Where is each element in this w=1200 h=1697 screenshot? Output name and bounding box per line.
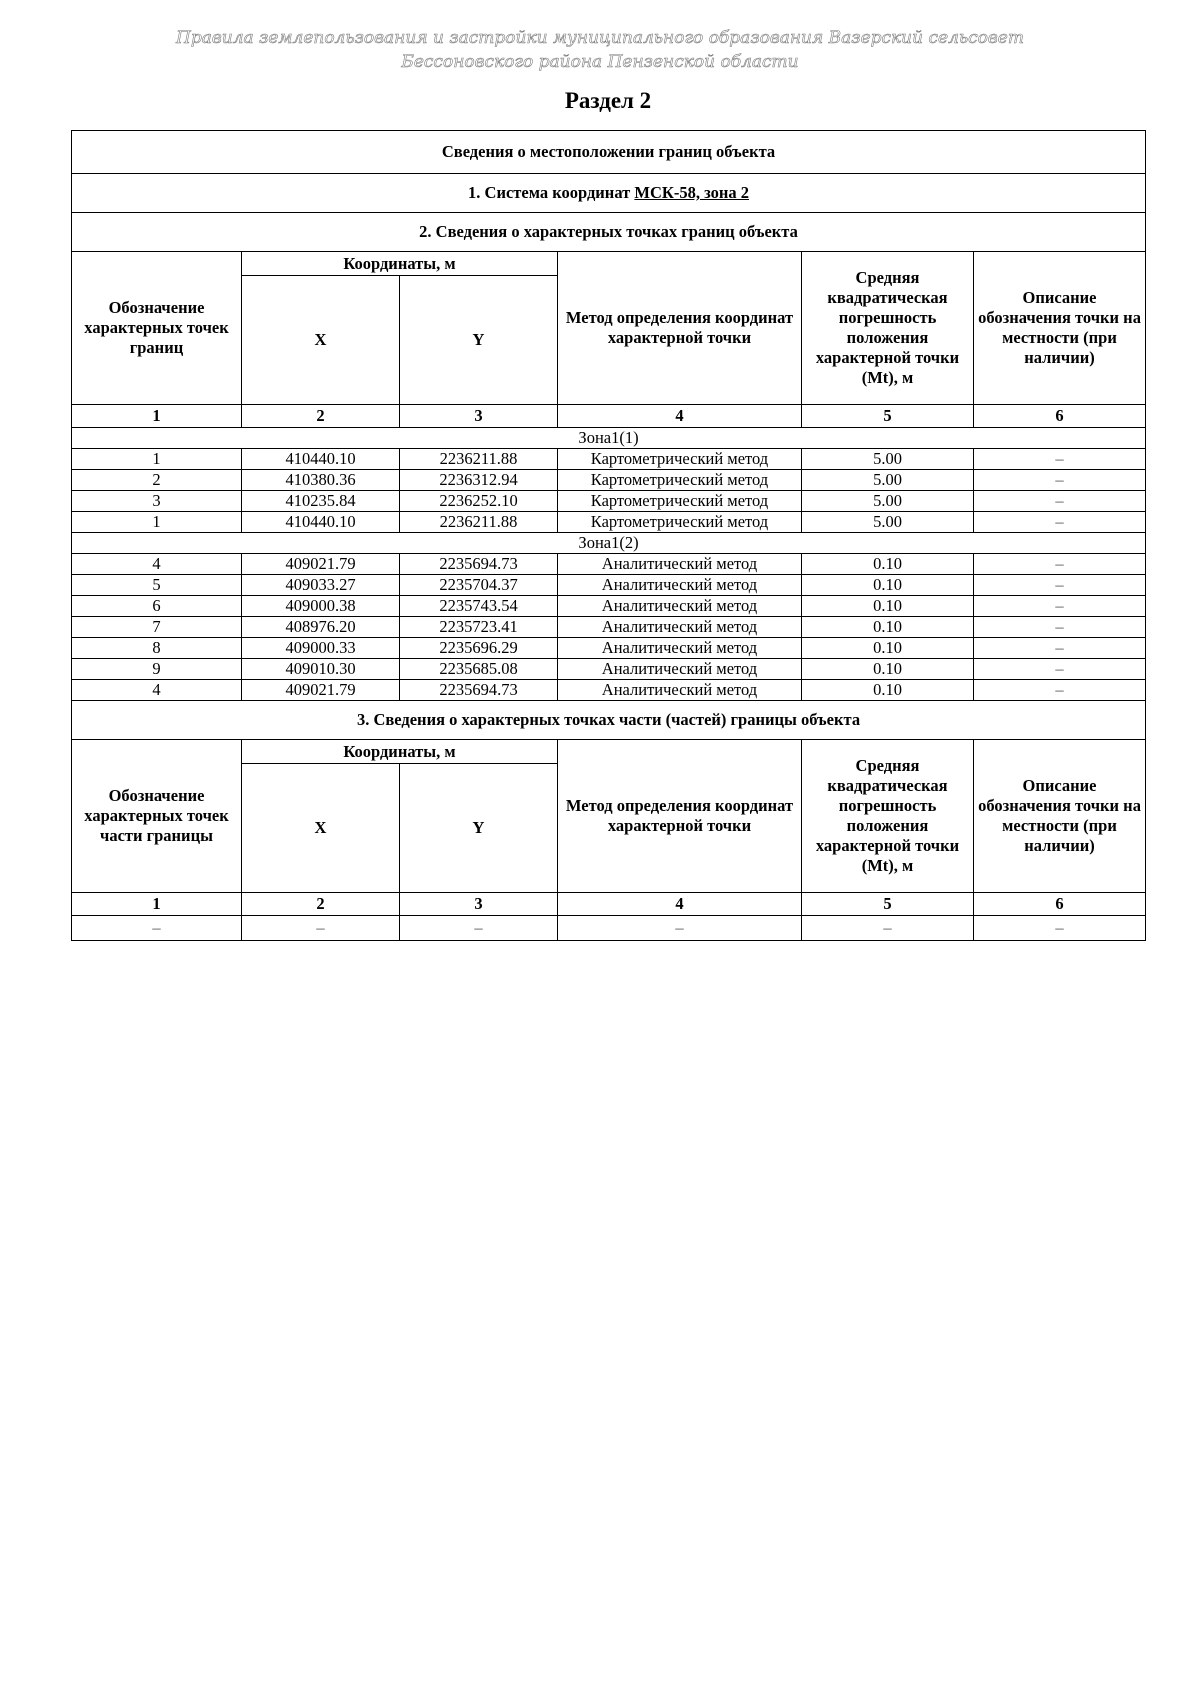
section-title: Раздел 2 bbox=[564, 88, 652, 113]
table-cell: – bbox=[974, 916, 1146, 941]
header-point-label-part: Обозначение характерных точек части границы bbox=[72, 740, 242, 893]
table-cell: 2235696.29 bbox=[400, 638, 558, 659]
table-cell: – bbox=[400, 916, 558, 941]
header-method: Метод определения координат характерной точки bbox=[558, 252, 802, 405]
table-cell: 2235694.73 bbox=[400, 680, 558, 701]
table-cell: Аналитический метод bbox=[558, 596, 802, 617]
running-header bbox=[0, 26, 1200, 74]
table-cell: 2236312.94 bbox=[400, 470, 558, 491]
header-x: X bbox=[242, 764, 400, 893]
table-row bbox=[72, 916, 1146, 941]
table-row bbox=[72, 512, 1146, 533]
table-cell: Картометрический метод bbox=[558, 491, 802, 512]
column-number: 6 bbox=[974, 405, 1146, 428]
table-cell: 0.10 bbox=[802, 617, 974, 638]
table-cell: 5 bbox=[72, 575, 242, 596]
table-cell: 409033.27 bbox=[242, 575, 400, 596]
column-number-row bbox=[72, 405, 1146, 428]
header-y: Y bbox=[400, 276, 558, 405]
table-cell: – bbox=[974, 596, 1146, 617]
table-title: Сведения о местоположении границ объекта bbox=[72, 131, 1146, 174]
table-cell: Аналитический метод bbox=[558, 554, 802, 575]
boundary-table bbox=[71, 130, 1146, 941]
table-cell: 0.10 bbox=[802, 680, 974, 701]
table-cell: 2235743.54 bbox=[400, 596, 558, 617]
table-row bbox=[72, 638, 1146, 659]
table-cell: 2236211.88 bbox=[400, 512, 558, 533]
table-cell: 5.00 bbox=[802, 470, 974, 491]
table-cell: 2 bbox=[72, 470, 242, 491]
table-cell: 9 bbox=[72, 659, 242, 680]
running-header-line-1: Правила землепользования и застройки муниципального образования Вазерский сельсовет bbox=[176, 28, 1024, 48]
table-cell: 409000.38 bbox=[242, 596, 400, 617]
table-cell: Картометрический метод bbox=[558, 449, 802, 470]
zone-label: Зона1(2) bbox=[72, 533, 1146, 554]
table-row bbox=[72, 575, 1146, 596]
table-row bbox=[72, 659, 1146, 680]
part3-title: 3. Сведения о характерных точках части (частей) границы объекта bbox=[72, 701, 1146, 740]
table-cell: 2235694.73 bbox=[400, 554, 558, 575]
table-cell: Аналитический метод bbox=[558, 680, 802, 701]
table-cell: 5.00 bbox=[802, 491, 974, 512]
table-cell: 410440.10 bbox=[242, 449, 400, 470]
table-cell: 0.10 bbox=[802, 575, 974, 596]
column-number: 1 bbox=[72, 893, 242, 916]
table-cell: 409021.79 bbox=[242, 680, 400, 701]
header-x: X bbox=[242, 276, 400, 405]
table-row bbox=[72, 617, 1146, 638]
table-cell: Аналитический метод bbox=[558, 659, 802, 680]
table-cell: 0.10 bbox=[802, 596, 974, 617]
header-error: Средняя квадратическая погрешность положения характерной точки (Mt), м bbox=[802, 740, 974, 893]
column-number: 4 bbox=[558, 893, 802, 916]
coord-system-prefix: 1. Система координат bbox=[468, 183, 635, 202]
column-number: 1 bbox=[72, 405, 242, 428]
table-cell: 2235723.41 bbox=[400, 617, 558, 638]
header-method: Метод определения координат характерной точки bbox=[558, 740, 802, 893]
table-cell: – bbox=[974, 638, 1146, 659]
table-cell: Аналитический метод bbox=[558, 575, 802, 596]
table-cell: 4 bbox=[72, 554, 242, 575]
table-cell: – bbox=[974, 470, 1146, 491]
table-cell: 0.10 bbox=[802, 659, 974, 680]
column-number: 2 bbox=[242, 893, 400, 916]
table-cell: 2235704.37 bbox=[400, 575, 558, 596]
table-row bbox=[72, 449, 1146, 470]
table-cell: 1 bbox=[72, 512, 242, 533]
table-cell: – bbox=[974, 554, 1146, 575]
table-cell: – bbox=[974, 659, 1146, 680]
column-number: 5 bbox=[802, 405, 974, 428]
table-cell: 410380.36 bbox=[242, 470, 400, 491]
column-number: 3 bbox=[400, 405, 558, 428]
column-number: 2 bbox=[242, 405, 400, 428]
header-description: Описание обозначения точки на местности (при наличии) bbox=[974, 252, 1146, 405]
column-number: 6 bbox=[974, 893, 1146, 916]
table-cell: 1 bbox=[72, 449, 242, 470]
header-error: Средняя квадратическая погрешность положения характерной точки (Mt), м bbox=[802, 252, 974, 405]
table-row bbox=[72, 470, 1146, 491]
table-cell: 8 bbox=[72, 638, 242, 659]
table-cell: 0.10 bbox=[802, 638, 974, 659]
table-cell: Аналитический метод bbox=[558, 617, 802, 638]
table-cell: 2235685.08 bbox=[400, 659, 558, 680]
zone-label: Зона1(1) bbox=[72, 428, 1146, 449]
table-row bbox=[72, 680, 1146, 701]
table-cell: – bbox=[558, 916, 802, 941]
table-cell: – bbox=[242, 916, 400, 941]
table-row bbox=[72, 491, 1146, 512]
table-cell: – bbox=[974, 512, 1146, 533]
table-cell: 5.00 bbox=[802, 449, 974, 470]
table-cell: 410235.84 bbox=[242, 491, 400, 512]
table-cell: – bbox=[974, 680, 1146, 701]
header-point-label: Обозначение характерных точек границ bbox=[72, 252, 242, 405]
table-cell: Картометрический метод bbox=[558, 512, 802, 533]
table-row bbox=[72, 554, 1146, 575]
table-cell: 2236211.88 bbox=[400, 449, 558, 470]
table-cell: 6 bbox=[72, 596, 242, 617]
table-cell: 409010.30 bbox=[242, 659, 400, 680]
header-description: Описание обозначения точки на местности (при наличии) bbox=[974, 740, 1146, 893]
column-number: 3 bbox=[400, 893, 558, 916]
table-cell: 409021.79 bbox=[242, 554, 400, 575]
column-number: 4 bbox=[558, 405, 802, 428]
coord-system-row bbox=[72, 174, 1146, 213]
table-cell: 410440.10 bbox=[242, 512, 400, 533]
table-cell: – bbox=[974, 449, 1146, 470]
column-number-row bbox=[72, 893, 1146, 916]
header-coords: Координаты, м bbox=[242, 740, 558, 764]
header-y: Y bbox=[400, 764, 558, 893]
table-cell: 5.00 bbox=[802, 512, 974, 533]
table-row bbox=[72, 596, 1146, 617]
table-cell: 3 bbox=[72, 491, 242, 512]
table-cell: – bbox=[974, 617, 1146, 638]
table-cell: 409000.33 bbox=[242, 638, 400, 659]
coord-system-value: МСК-58, зона 2 bbox=[634, 183, 749, 202]
running-header-line-2: Бессоновского района Пензенской области bbox=[401, 52, 799, 72]
part2-title: 2. Сведения о характерных точках границ объекта bbox=[72, 213, 1146, 252]
table-cell: – bbox=[974, 575, 1146, 596]
table-cell: 4 bbox=[72, 680, 242, 701]
table-cell: Картометрический метод bbox=[558, 470, 802, 491]
table-cell: – bbox=[802, 916, 974, 941]
table-cell: – bbox=[72, 916, 242, 941]
table-cell: 0.10 bbox=[802, 554, 974, 575]
header-coords: Координаты, м bbox=[242, 252, 558, 276]
table-cell: 2236252.10 bbox=[400, 491, 558, 512]
column-number: 5 bbox=[802, 893, 974, 916]
table-cell: 7 bbox=[72, 617, 242, 638]
table-cell: Аналитический метод bbox=[558, 638, 802, 659]
table-cell: 408976.20 bbox=[242, 617, 400, 638]
table-cell: – bbox=[974, 491, 1146, 512]
